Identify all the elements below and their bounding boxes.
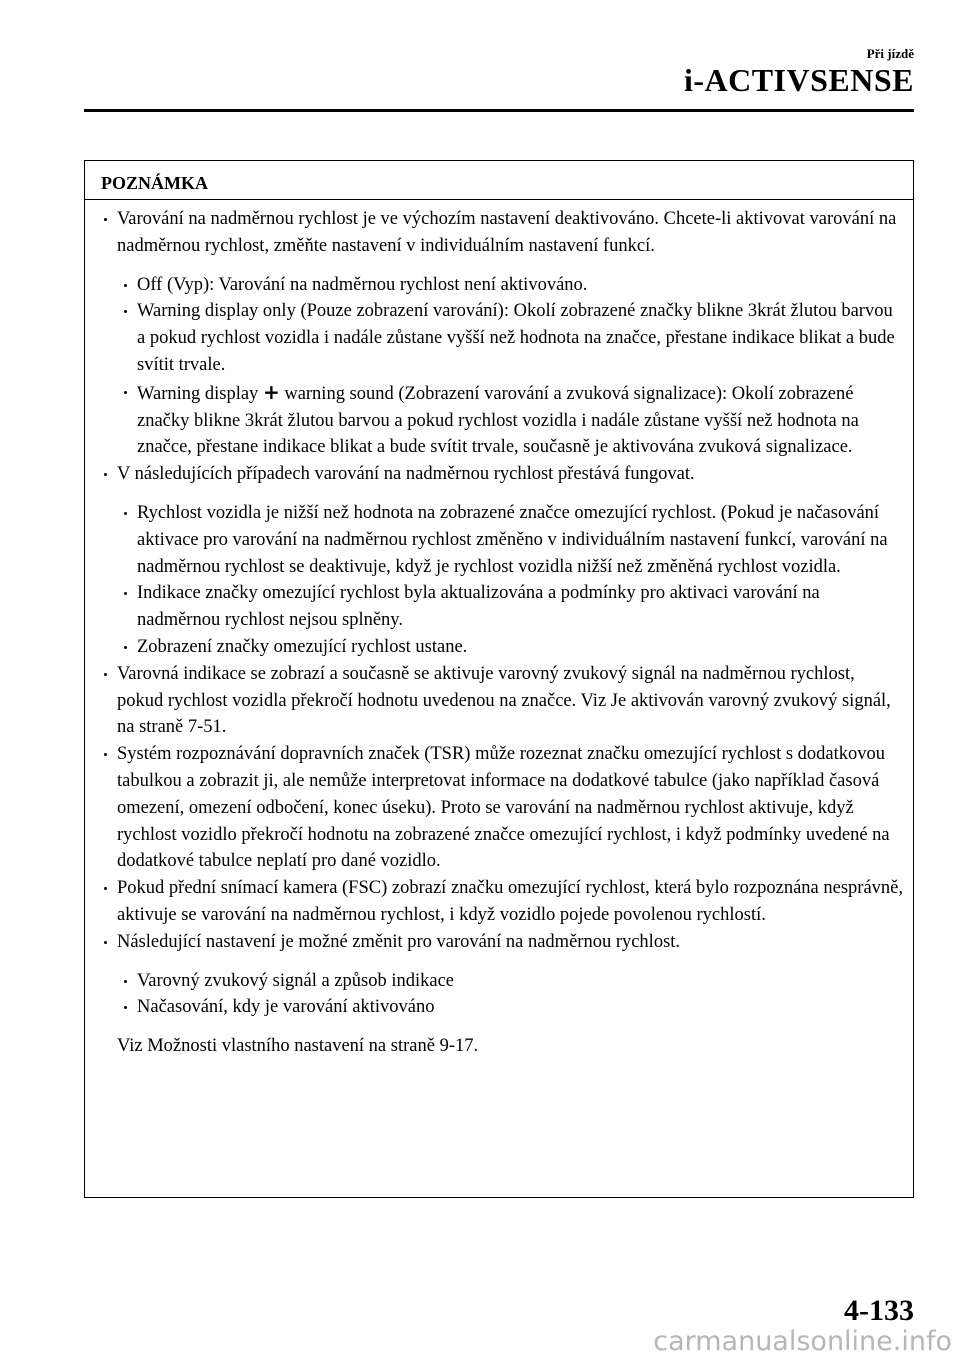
watermark: carmanualsonline.info <box>653 1326 952 1357</box>
note-bullet-tsr-supplementary: Systém rozpoznávání dopravních značek (TSR) může rozeznat značku omezující rychlost s dodatkovou tabulkou a zobrazit ji, ale nemůže interpretovat informace na dodatkové tabulce (jako například časová omezení, omezení odbočení, konec úseku). Proto se varování na nadměrnou rychlost aktivuje, když rychlost vozidlo překročí hodnotu na zobrazené značce omezující rychlost, i když podmínky uvedené na dodatkové tabulce neplatí pro dané vozidlo. <box>97 741 903 875</box>
note-subbullet-off: Off (Vyp): Varování na nadměrnou rychlost není aktivováno. <box>97 272 903 299</box>
note-bullet-settings-changeable: Následující nastavení je možné změnit pro varování na nadměrnou rychlost. <box>97 929 903 956</box>
plus-icon: + <box>262 379 280 404</box>
note-heading: POZNÁMKA <box>85 161 913 200</box>
header-divider <box>84 109 914 112</box>
section-title: Při jízdě <box>866 46 914 61</box>
note-bullet-fsc-misrecognition: Pokud přední snímací kamera (FSC) zobrazí značku omezující rychlost, která bylo rozpoznána nesprávně, aktivuje se varování na nadměrnou rychlost, i když vozidlo pojede povolenou rychlostí. <box>97 875 903 929</box>
note-box <box>84 160 914 1198</box>
note-bullet-default-disabled: Varování na nadměrnou rychlost je ve výchozím nastavení deaktivováno. Chcete-li aktivovat varování na nadměrnou rychlost, změňte nastavení v individuálním nastavení funkcí. <box>97 206 903 260</box>
page-number: 4-133 <box>844 1294 914 1327</box>
note-reference: Viz Možnosti vlastního nastavení na straně 9-17. <box>117 1036 479 1057</box>
note-subbullet-sound-method: Varovný zvukový signál a způsob indikace <box>97 968 903 995</box>
note-subbullet-speed-lower: Rychlost vozidla je nižší než hodnota na zobrazené značce omezující rychlost. (Pokud je načasování aktivace pro varování na nadměrnou rychlost změněno v individuálním nastavení funkcí, varování na nadměrnou rychlost se deaktivuje, když je rychlost vozidla nižší než změněná rychlost vozidla. <box>97 500 903 580</box>
chapter-title: i-ACTIVSENSE <box>683 62 914 98</box>
warning-sound-text: warning sound (Zobrazení varování a zvuková signalizace): Okolí zobrazené značky blikne 3krát žlutou barvou a pokud rychlost vozidla i nadále zůstane vyšší než hodnota na značce, přestane indikace blikat a bude svítit trvale, současně je aktivována zvuková signalizace. <box>137 383 859 458</box>
note-body <box>85 200 913 1060</box>
note-bullet-stops-working: V následujících případech varování na nadměrnou rychlost přestává fungovat. <box>97 461 903 488</box>
note-bullet-warning-indication: Varovná indikace se zobrazí a současně se aktivuje varovný zvukový signál na nadměrnou rychlost, pokud rychlost vozidla překročí hodnotu uvedenou na značce. Viz Je aktivován varovný zvukový signál, na straně 7-51. <box>97 661 903 741</box>
note-subbullet-sign-updated: Indikace značky omezující rychlost byla aktualizována a podmínky pro aktivaci varování na nadměrnou rychlost nejsou splněny. <box>97 580 903 634</box>
note-subbullet-sign-ends: Zobrazení značky omezující rychlost ustane. <box>97 634 903 661</box>
note-subbullet-warning-display-sound <box>97 379 903 461</box>
note-subbullet-warning-display-only: Warning display only (Pouze zobrazení varování): Okolí zobrazené značky blikne 3krát žlutou barvou a pokud rychlost vozidla i nadále zůstane vyšší než hodnota na značce, přestane indikace blikat a bude svítit trvale. <box>97 298 903 378</box>
note-subbullet-timing: Načasování, kdy je varování aktivováno <box>97 994 903 1021</box>
warning-display-label: Warning display <box>137 383 259 404</box>
